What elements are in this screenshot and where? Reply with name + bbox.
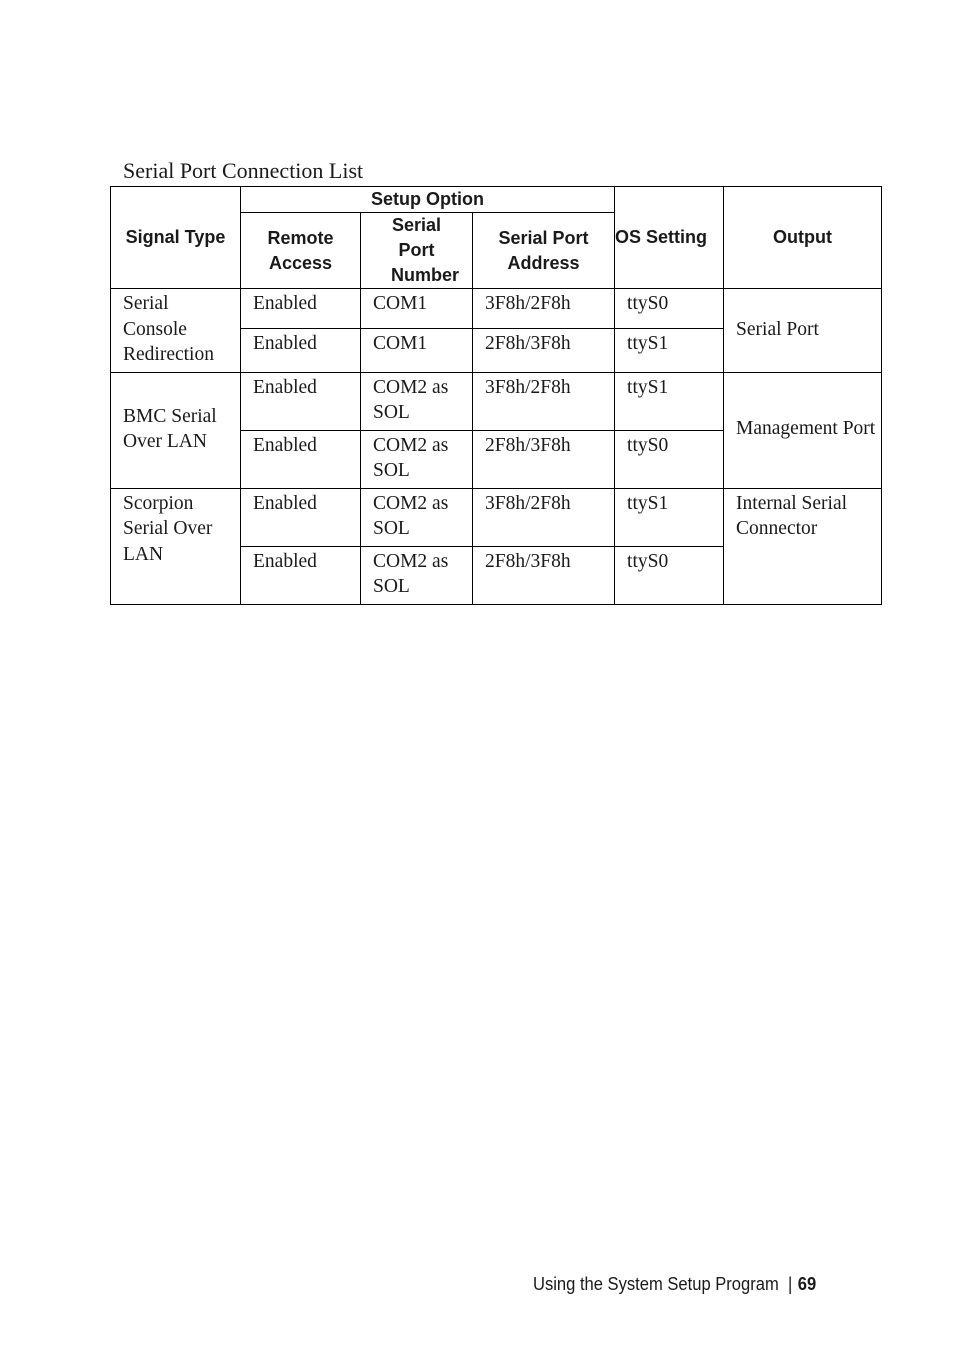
output-cell: Internal Serial Connector bbox=[724, 488, 882, 604]
port-number-cell: COM1 bbox=[361, 289, 473, 329]
port-address-cell: 3F8h/2F8h bbox=[473, 372, 615, 430]
os-setting-cell: ttyS0 bbox=[615, 289, 724, 329]
os-setting-cell: ttyS0 bbox=[615, 546, 724, 604]
remote-access-cell: Enabled bbox=[241, 546, 361, 604]
port-address-cell: 3F8h/2F8h bbox=[473, 488, 615, 546]
table-row bbox=[111, 488, 882, 546]
header-signal-type: Signal Type bbox=[111, 187, 241, 289]
port-address-cell: 3F8h/2F8h bbox=[473, 289, 615, 329]
port-number-cell: COM2 as SOL bbox=[361, 546, 473, 604]
remote-access-cell: Enabled bbox=[241, 372, 361, 430]
remote-access-cell: Enabled bbox=[241, 329, 361, 372]
port-address-cell: 2F8h/3F8h bbox=[473, 546, 615, 604]
signal-type-cell: Serial Console Redirection bbox=[111, 289, 241, 373]
table-caption: Serial Port Connection List bbox=[123, 158, 364, 183]
table-row bbox=[111, 372, 882, 430]
os-setting-cell: ttyS1 bbox=[615, 488, 724, 546]
port-number-cell: COM2 as SOL bbox=[361, 488, 473, 546]
remote-access-cell: Enabled bbox=[241, 488, 361, 546]
port-number-cell: COM2 as SOL bbox=[361, 430, 473, 488]
signal-type-cell: Scorpion Serial Over LAN bbox=[111, 488, 241, 604]
header-serial-port-address: Serial Port Address bbox=[473, 213, 615, 289]
output-cell: Serial Port bbox=[724, 289, 882, 373]
remote-access-cell: Enabled bbox=[241, 430, 361, 488]
output-cell: Management Port bbox=[724, 372, 882, 488]
header-serial-port-number: Serial Port Number bbox=[361, 213, 473, 289]
footer-section-title: Using the System Setup Program bbox=[533, 1274, 779, 1294]
table-row bbox=[111, 289, 882, 329]
port-number-cell: COM2 as SOL bbox=[361, 372, 473, 430]
os-setting-cell: ttyS1 bbox=[615, 329, 724, 372]
header-setup-option: Setup Option bbox=[241, 187, 615, 213]
port-address-cell: 2F8h/3F8h bbox=[473, 329, 615, 372]
header-row-group bbox=[111, 187, 882, 213]
port-number-cell: COM1 bbox=[361, 329, 473, 372]
signal-type-cell: BMC Serial Over LAN bbox=[111, 372, 241, 488]
footer-separator: | bbox=[787, 1274, 793, 1294]
header-os-setting: OS Setting bbox=[615, 187, 724, 289]
header-remote-access: Remote Access bbox=[241, 213, 361, 289]
page-footer bbox=[533, 1272, 816, 1296]
page-number: 69 bbox=[797, 1274, 817, 1294]
remote-access-cell: Enabled bbox=[241, 289, 361, 329]
os-setting-cell: ttyS1 bbox=[615, 372, 724, 430]
os-setting-cell: ttyS0 bbox=[615, 430, 724, 488]
header-output: Output bbox=[724, 187, 882, 289]
serial-port-connection-table bbox=[110, 186, 882, 605]
port-address-cell: 2F8h/3F8h bbox=[473, 430, 615, 488]
